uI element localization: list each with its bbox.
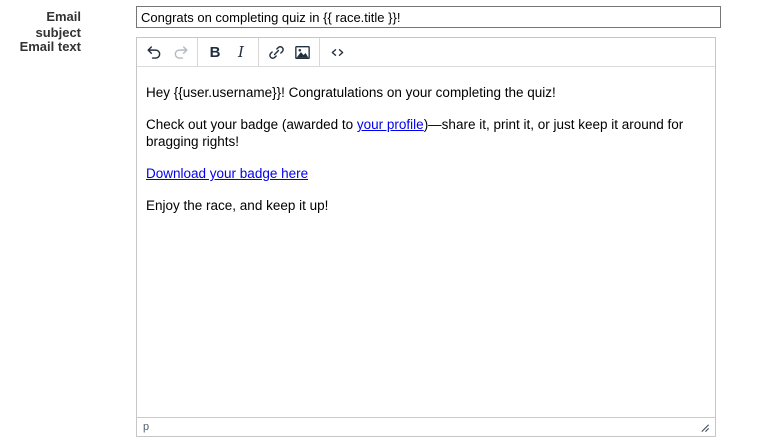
paragraph xyxy=(146,116,706,150)
email-text-label: Email text xyxy=(19,39,81,54)
content-text: )—share it, print it, or just keep it around for bragging rights! xyxy=(146,117,684,149)
insert-image-button[interactable] xyxy=(289,39,315,65)
element-path[interactable]: p xyxy=(143,421,150,433)
toolbar-group-insert xyxy=(259,38,320,66)
paragraph xyxy=(146,197,706,214)
email-subject-input[interactable] xyxy=(136,6,721,28)
redo-icon xyxy=(171,43,190,62)
italic-button[interactable] xyxy=(228,39,254,65)
source-code-icon xyxy=(328,43,347,62)
editor-content[interactable] xyxy=(137,67,715,417)
undo-icon xyxy=(145,43,164,62)
content-text: Check out your badge (awarded to xyxy=(146,117,357,132)
editor-statusbar xyxy=(137,417,715,436)
editor-toolbar xyxy=(137,38,715,67)
toolbar-group-format xyxy=(198,38,259,66)
paragraph xyxy=(146,165,706,182)
undo-button[interactable] xyxy=(141,39,167,65)
source-code-button[interactable] xyxy=(324,39,350,65)
paragraph xyxy=(146,84,706,101)
content-link[interactable]: your profile xyxy=(356,117,424,132)
rich-text-editor xyxy=(136,37,716,437)
insert-link-button[interactable] xyxy=(263,39,289,65)
image-icon xyxy=(293,43,312,62)
bold-icon: B xyxy=(209,43,221,61)
content-text: Hey {{user.username}}! Congratulations on your completing the quiz! xyxy=(146,85,556,100)
bold-button[interactable] xyxy=(202,39,228,65)
email-subject-label: Email subject xyxy=(35,9,81,40)
redo-button[interactable] xyxy=(167,39,193,65)
resize-handle-icon[interactable] xyxy=(699,422,710,433)
content-link[interactable]: Download your badge here xyxy=(146,166,309,181)
toolbar-group-history xyxy=(137,38,198,66)
italic-icon: I xyxy=(238,43,244,61)
link-icon xyxy=(267,43,286,62)
content-text: Enjoy the race, and keep it up! xyxy=(146,198,329,213)
toolbar-group-code xyxy=(320,38,354,66)
